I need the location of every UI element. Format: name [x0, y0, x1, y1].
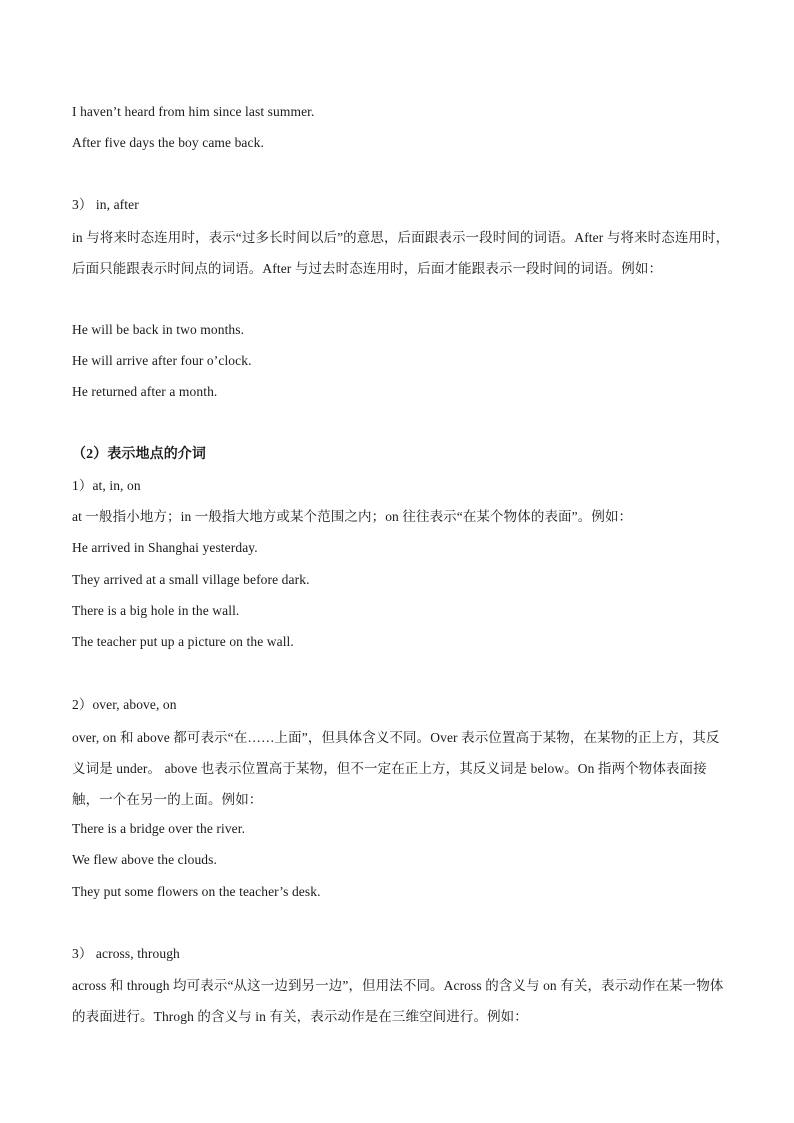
example-sentence: The teacher put up a picture on the wall.	[72, 634, 294, 649]
subsection-heading: 3） in, after	[72, 197, 139, 212]
example-sentence: They arrived at a small village before dark.	[72, 572, 310, 587]
example-sentence: He will be back in two months.	[72, 322, 245, 337]
example-sentence: He returned after a month.	[72, 384, 218, 399]
explanation-paragraph: at 一般指小地方；in 一般指大地方或某个范围之内；on 往往表示“在某个物体的表面”。例如：	[72, 509, 633, 524]
example-sentence: He will arrive after four o’clock.	[72, 353, 252, 368]
subsection-heading: 3） across, through	[72, 946, 180, 961]
example-sentence: There is a big hole in the wall.	[72, 603, 240, 618]
example-sentence: He arrived in Shanghai yesterday.	[72, 540, 258, 555]
example-sentence: I haven’t heard from him since last summer.	[72, 104, 315, 119]
explanation-paragraph: in 与将来时态连用时，表示“过多长时间以后”的意思，后面跟表示一段时间的词语。After 与将来时态连用时，后面只能跟表示时间点的词语。After 与过去时态连用时，后面才能跟表示一段时间的词语。例如：	[72, 230, 730, 276]
example-sentence: We flew above the clouds.	[72, 852, 217, 867]
example-sentence: There is a bridge over the river.	[72, 821, 246, 836]
example-sentence: After five days the boy came back.	[72, 135, 264, 150]
explanation-paragraph: over, on 和 above 都可表示“在……上面”，但具体含义不同。Over 表示位置高于某物，在某物的正上方，其反义词是 under。 above 也表示位置高于某物，但不一定在正上方，其反义词是 below。On 指两个物体表面接触，一个在另一的上面。例如：	[72, 730, 720, 807]
subsection-heading: 2）over, above, on	[72, 697, 177, 712]
example-sentence: They put some flowers on the teacher’s desk.	[72, 884, 321, 899]
explanation-paragraph: across 和 through 均可表示“从这一边到另一边”，但用法不同。Across 的含义与 on 有关，表示动作在某一物体的表面进行。Throgh 的含义与 in 有关，表示动作是在三维空间进行。例如：	[72, 978, 724, 1024]
section-heading: （2）表示地点的介词	[72, 447, 206, 462]
subsection-heading: 1）at, in, on	[72, 478, 141, 493]
